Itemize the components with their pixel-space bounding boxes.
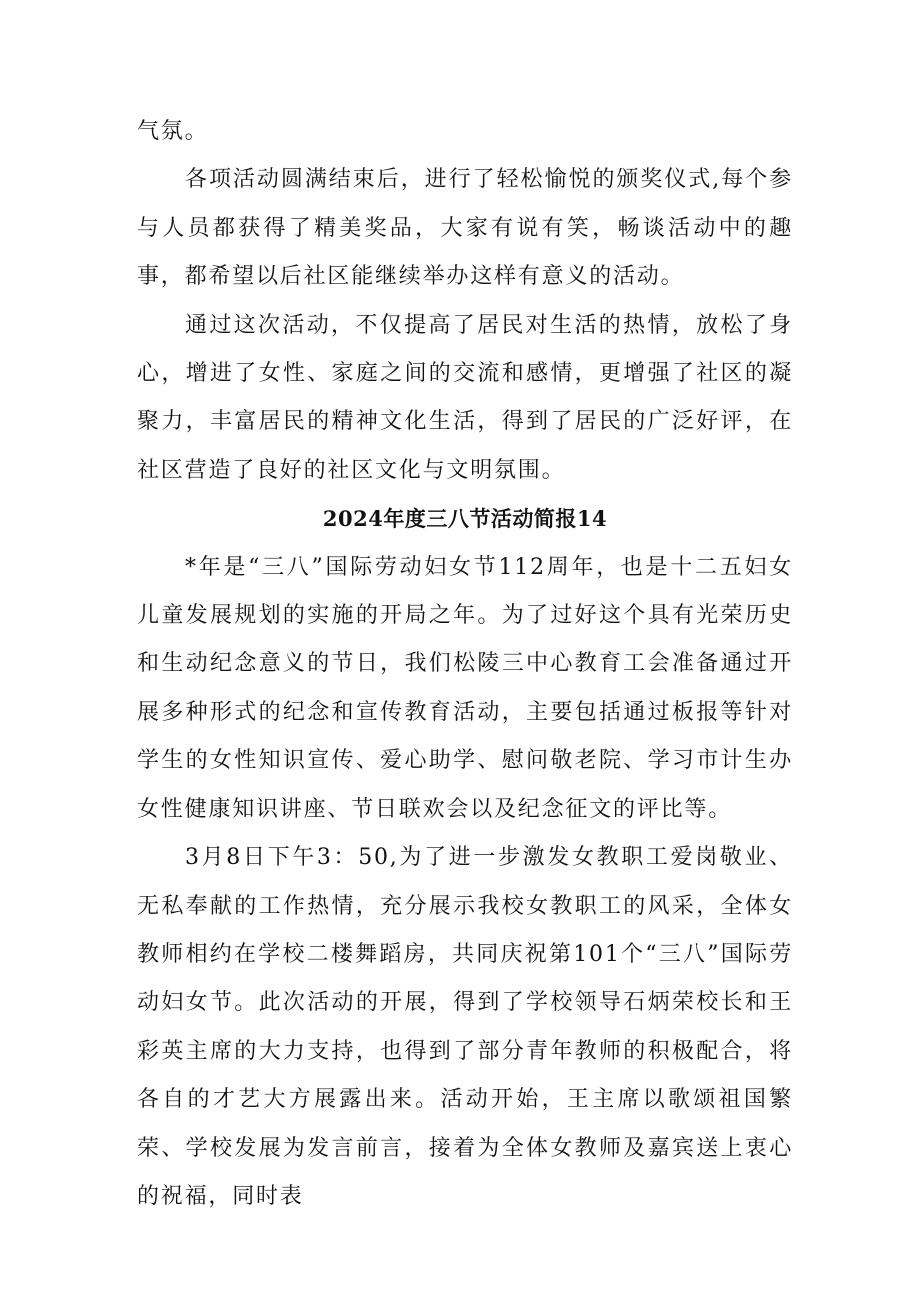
paragraph-award-ceremony: 各项活动圆满结束后，进行了轻松愉悦的颁奖仪式,每个参与人员都获得了精美奖品，大家有说有笑，畅谈活动中的趣事，都希望以后社区能继续举办这样有意义的活动。 <box>137 167 793 290</box>
paragraph-activity-summary: 通过这次活动，不仅提高了居民对生活的热情，放松了身心，增进了女性、家庭之间的交流和感情，更增强了社区的凝聚力，丰富居民的精神文化生活，得到了居民的广泛好评，在社区营造了良好的社区文化与文明氛围。 <box>137 312 793 483</box>
section-title: 2024年度三八节活动简报14 <box>322 506 608 532</box>
document-body <box>137 108 793 1221</box>
paragraph-womens-day-intro: *年是“三八”国际劳动妇女节112周年，也是十二五妇女儿童发展规划的实施的开局之年。为了过好这个具有光荣历史和生动纪念意义的节日，我们松陵三中心教育工会准备通过开展多种形式的纪念和宣传教育活动，主要包括通过板报等针对学生的女性知识宣传、爱心助学、慰问敬老院、学习市计生办女性健康知识讲座、节日联欢会以及纪念征文的评比等。 <box>137 554 793 822</box>
paragraph-continuation: 气氛。 <box>137 119 209 144</box>
paragraph-march-8-event: 3月8日下午3：50,为了进一步激发女教职工爱岗敬业、无私奉献的工作热情，充分展示我校女教职工的风采，全体女教师相约在学校二楼舞蹈房，共同庆祝第101个“三八”国际劳动妇女节。此次活动的开展，得到了学校领导石炳荣校长和王彩英主席的大力支持，也得到了部分青年教师的积极配合，将各自的才艺大方展露出来。活动开始，王主席以歌颂祖国繁荣、学校发展为发言前言，接着为全体女教师及嘉宾送上衷心的祝福，同时表 <box>137 845 793 1209</box>
